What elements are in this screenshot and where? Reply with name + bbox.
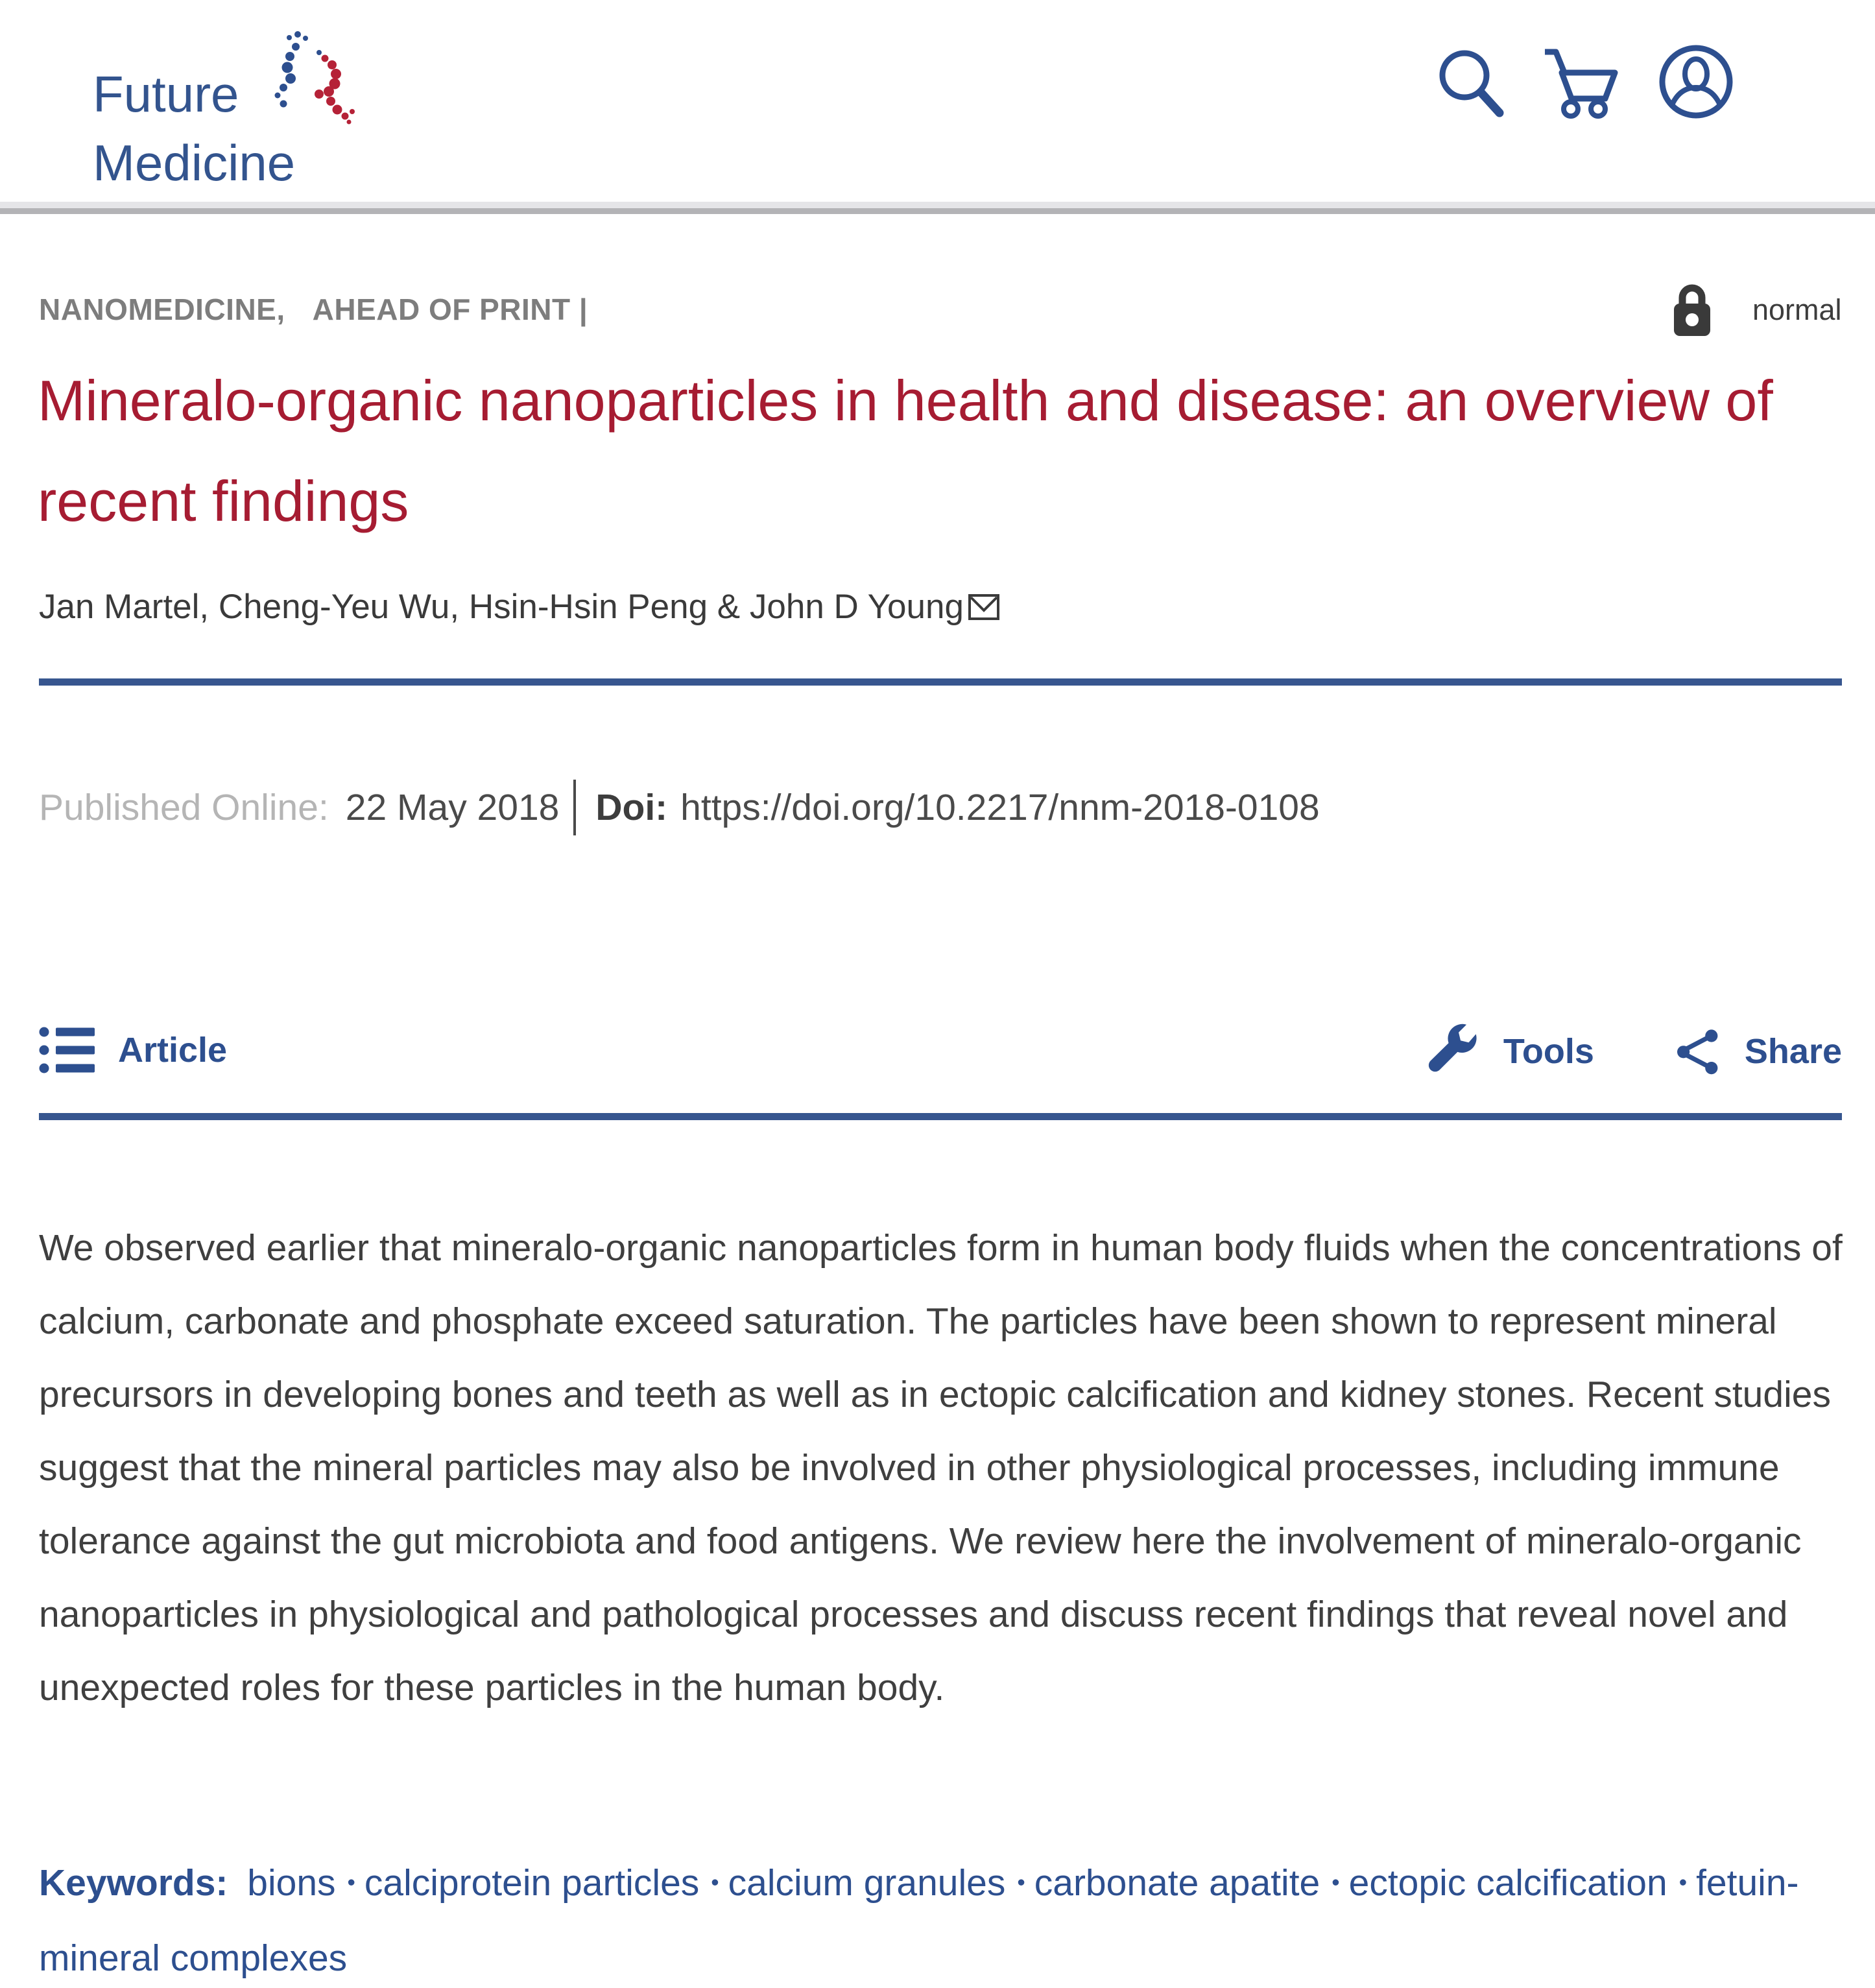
access-status-label: normal [1752, 293, 1842, 326]
keyword-link[interactable]: carbonate apatite [1034, 1862, 1320, 1904]
header-divider-dark [0, 208, 1875, 214]
keyword-separator: • [1332, 1870, 1340, 1896]
logo-text-line1: Future [93, 66, 239, 123]
journal-name-link[interactable]: NANOMEDICINE, [39, 293, 285, 326]
keywords-label: Keywords: [39, 1862, 228, 1904]
published-date: 22 May 2018 [345, 787, 560, 828]
account-icon[interactable] [1657, 43, 1735, 121]
tools-button[interactable] [1427, 1024, 1594, 1079]
tab-article-label: Article [118, 1031, 228, 1070]
published-doi-divider [573, 780, 576, 835]
keyword-separator: • [1017, 1870, 1025, 1896]
section-rule-bottom [39, 1113, 1842, 1120]
breadcrumb [39, 292, 588, 327]
abstract-text: We observed earlier that mineralo-organic nanoparticles form in human body fluids when the concentrations of calcium, carbonate and phosphate exceed saturation. The particles have been shown to represent mineral precursors in developing bones and teeth as well as in ectopic calcification and kidney stones. Recent studies suggest that the mineral particles may also be involved in other physiological processes, including immune tolerance against the gut microbiota and food antigens. We review here the involvement of mineralo-organic nanoparticles in physiological and pathological processes and discuss recent findings that reveal novel and unexpected roles for these particles in the human body. [39, 1227, 1843, 1708]
share-icon [1672, 1024, 1724, 1079]
share-button-label: Share [1744, 1032, 1842, 1071]
keyword-link[interactable]: calcium granules [728, 1862, 1006, 1904]
section-rule-top [39, 678, 1842, 686]
keyword-link[interactable]: bions [247, 1862, 336, 1904]
doi-label: Doi: [595, 787, 668, 828]
tab-article[interactable] [39, 1024, 227, 1077]
keyword-link[interactable]: ectopic calcification [1348, 1862, 1667, 1904]
wrench-icon [1427, 1024, 1483, 1079]
email-envelope-icon[interactable] [968, 593, 1000, 621]
keyword-separator: • [1678, 1870, 1688, 1896]
search-icon[interactable] [1435, 47, 1505, 119]
keywords-section [39, 1845, 1848, 1988]
header-divider-light [0, 202, 1875, 208]
toolbar-actions [1427, 1024, 1842, 1079]
keyword-separator: • [711, 1870, 719, 1896]
authors-line [39, 587, 1000, 627]
lock-icon [1671, 279, 1714, 339]
logo-text-line2: Medicine [93, 134, 296, 191]
keyword-separator: • [347, 1870, 355, 1896]
article-list-icon [39, 1024, 96, 1077]
tools-button-label: Tools [1503, 1032, 1594, 1071]
authors-text: Jan Martel, Cheng-Yeu Wu, Hsin-Hsin Peng & John D Young [39, 588, 964, 626]
dna-helix-icon [252, 31, 355, 151]
doi-link[interactable]: https://doi.org/10.2217/nnm-2018-0108 [680, 787, 1320, 828]
published-info [39, 780, 1320, 835]
page-title: Mineralo-organic nanoparticles in health and disease: an overview of recent findings [38, 368, 1773, 533]
share-button[interactable] [1672, 1024, 1842, 1079]
keyword-link[interactable]: fetuin-mineral complexes [39, 1862, 1799, 1980]
keyword-link[interactable]: calciprotein particles [364, 1862, 700, 1904]
cart-icon[interactable] [1542, 45, 1619, 119]
ahead-of-print-label: AHEAD OF PRINT | [312, 293, 588, 326]
published-online-label: Published Online: [39, 787, 329, 828]
